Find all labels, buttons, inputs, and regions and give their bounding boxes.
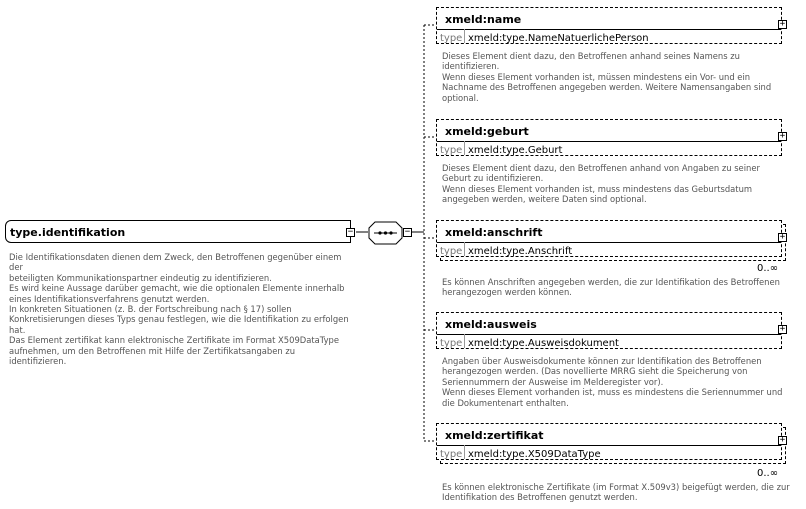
expand-geburt-button[interactable]: + xyxy=(779,131,786,141)
element-name-description: Dieses Element dient dazu, den Betroffenen anhand seines Namens zu identifizieren. Wenn dieses Element vorhanden ist, müssen mindestens ein Vor- und ein Nachname des Betroffenen angegeben werden. Weitere Namensangaben sind optional. xyxy=(442,51,772,103)
element-name-separator xyxy=(437,29,781,30)
element-ausweis-description: Angaben über Ausweisdokumente können zur Identifikation des Betroffenen herangezogen werden. (Das novellierte MRRG sieht die Speicherung von Seriennummern der Ausweise im Melderegister vor). Wenn dieses Element vorhanden ist, muss es mindestens die Seriennummer und die Dokumentenart enthalten. xyxy=(442,356,783,408)
element-name-type-divider xyxy=(464,29,465,43)
element-anschrift-type-divider xyxy=(464,242,465,256)
element-ausweis-type-divider xyxy=(464,334,465,348)
element-anschrift-title: xmeld:anschrift xyxy=(445,226,543,239)
expand-anschrift-button[interactable]: + xyxy=(779,232,786,242)
element-zertifikat-multiplicity: 0..∞ xyxy=(757,468,779,479)
collapse-root-button[interactable]: − xyxy=(347,227,354,237)
element-ausweis-box[interactable] xyxy=(436,312,782,349)
element-geburt-box[interactable] xyxy=(436,119,782,156)
root-type-title: type.identifikation xyxy=(10,226,126,239)
collapse-sequence-button[interactable]: − xyxy=(404,227,411,237)
element-name-box[interactable] xyxy=(436,7,782,44)
element-zertifikat-box[interactable] xyxy=(436,423,782,460)
element-zertifikat-type-divider xyxy=(464,445,465,459)
element-anschrift-type-value: xmeld:type.Anschrift xyxy=(468,246,573,257)
element-name-type-label: type xyxy=(440,33,463,44)
element-zertifikat-type-value: xmeld:type.X509DataType xyxy=(468,449,601,460)
element-anschrift-type-label: type xyxy=(440,246,463,257)
expand-ausweis-button[interactable]: + xyxy=(779,324,786,334)
element-name-type-value: xmeld:type.NameNatuerlichePerson xyxy=(468,33,649,44)
element-name-title: xmeld:name xyxy=(445,13,522,26)
element-anschrift-description: Es können Anschriften angegeben werden, die zur Identifikation des Betroffenen herangezogen werden können. xyxy=(442,277,780,298)
element-geburt-separator xyxy=(437,141,781,142)
element-anschrift-separator xyxy=(437,242,781,243)
element-zertifikat-separator xyxy=(437,445,781,446)
expand-zertifikat-button[interactable]: + xyxy=(779,435,786,445)
element-geburt-description: Dieses Element dient dazu, den Betroffenen anhand von Angaben zu seiner Geburt zu identifizieren. Wenn dieses Element vorhanden ist, muss mindestens das Geburtsdatum angegeben werden, weitere Daten sind optional. xyxy=(442,163,760,205)
element-zertifikat-title: xmeld:zertifikat xyxy=(445,429,544,442)
element-zertifikat-type-label: type xyxy=(440,449,463,460)
element-geburt-title: xmeld:geburt xyxy=(445,125,529,138)
element-ausweis-separator xyxy=(437,334,781,335)
expand-name-button[interactable]: + xyxy=(779,19,786,29)
element-anschrift-box[interactable] xyxy=(436,220,782,257)
element-anschrift-multiplicity: 0..∞ xyxy=(757,263,779,274)
element-zertifikat-description: Es können elektronische Zertifikate (im Format X.509v3) beigefügt werden, die zur Identifikation des Betroffenen genutzt werden. xyxy=(442,482,790,503)
root-description: Die Identifikationsdaten dienen dem Zweck, den Betroffenen gegenüber einem der beteiligten Kommunikationspartner eindeutig zu identifizieren. Es wird keine Aussage darüber gemacht, wie die optionalen Elemente innerhalb eines Identifikationsverfahrens genutzt werden. In konkreten Situationen (z. B. der Fortschreibung nach § 17) sollen Konkretisierungen dieses Typs genau festlegen, wie die Identifikation zu erfolgen hat. Das Element zertifikat kann elektronische Zertifikate im Format X509DataType aufnehmen, um den Betroffenen mit Hilfe der Zertifikatsangaben zu identifizieren. xyxy=(9,252,349,367)
element-ausweis-type-label: type xyxy=(440,338,463,349)
element-geburt-type-label: type xyxy=(440,145,463,156)
element-geburt-type-divider xyxy=(464,141,465,155)
element-ausweis-title: xmeld:ausweis xyxy=(445,318,537,331)
element-geburt-type-value: xmeld:type.Geburt xyxy=(468,145,563,156)
element-ausweis-type-value: xmeld:type.Ausweisdokument xyxy=(468,338,619,349)
